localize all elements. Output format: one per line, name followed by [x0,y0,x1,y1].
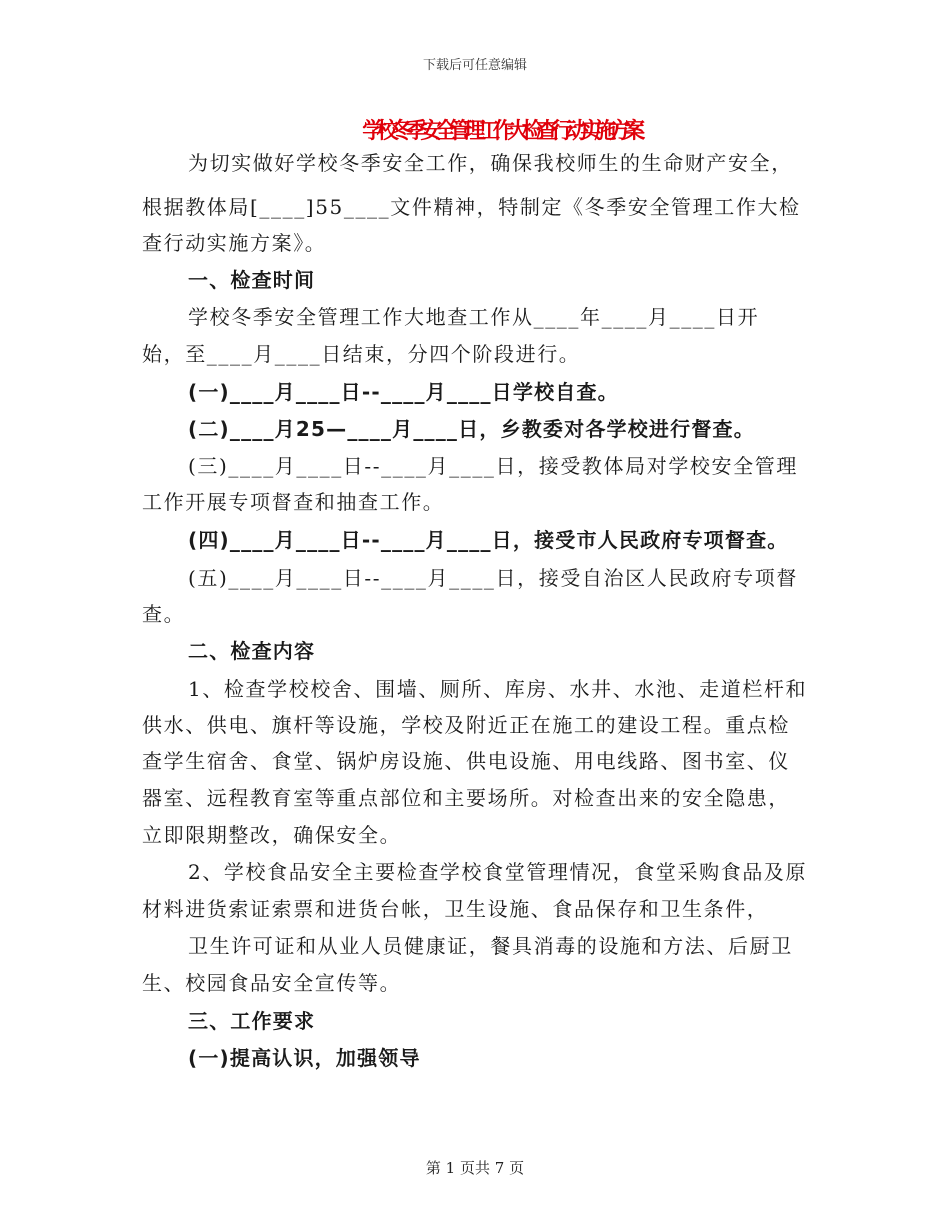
schedule-item: (五)____月____日--____月____日，接受自治区人民政府专项督 [188,566,798,590]
section-heading: 一、检查时间 [188,268,316,292]
body-line: 器室、远程教育室等重点部位和主要场所。对检查出来的安全隐患， [142,786,790,810]
body-line: 立即限期整改，确保安全。 [142,823,402,847]
schedule-item: (二)____月25—____月____日，乡教委对各学校进行督查。 [188,417,755,441]
body-line: 为切实做好学校冬季安全工作，确保我校师生的生命财产安全， [188,151,793,175]
body-line: 卫生许可证和从业人员健康证，餐具消毒的设施和方法、后厨卫 [188,934,793,958]
body-line: 根据教体局[____]55____文件精神，特制定《冬季安全管理工作大检 [142,195,801,219]
body-line: 1、检查学校校舍、围墙、厕所、库房、水井、水池、走道栏杆和 [188,677,808,701]
page-footer: 第 1 页共 7 页 [425,1159,525,1177]
body-line: 学校冬季安全管理工作大地查工作从____年____月____日开 [188,305,760,329]
schedule-item: (三)____月____日--____月____日，接受教体局对学校安全管理 [188,454,798,478]
schedule-item: (一)____月____日--____月____日学校自查。 [188,380,619,404]
subsection-heading: (一)提高认识，加强领导 [188,1046,421,1070]
body-line: 查。 [142,602,186,626]
header-note: 下载后可任意编辑 [422,58,527,73]
document-title: 学校冬季安全管理工作大检查行动实施方案 [362,119,638,144]
body-line: 生、校园食品安全宣传等。 [142,971,402,995]
body-line: 材料进货索证索票和进货台帐，卫生设施、食品保存和卫生条件， [142,897,769,921]
section-heading: 二、检查内容 [188,639,316,663]
body-line: 工作开展专项督查和抽查工作。 [142,490,445,514]
schedule-item: (四)____月____日--____月____日，接受市人民政府专项督查。 [188,528,789,552]
body-line: 始，至____月____日结束，分四个阶段进行。 [142,342,581,366]
body-line: 供水、供电、旗杆等设施，学校及附近正在施工的建设工程。重点检 [142,713,790,737]
body-line: 2、学校食品安全主要检查学校食堂管理情况，食堂采购食品及原 [188,860,808,884]
body-line: 查学生宿舍、食堂、锅炉房设施、供电设施、用电线路、图书室、仪 [142,749,790,773]
section-heading: 三、工作要求 [188,1009,316,1033]
body-line: 查行动实施方案》。 [142,231,327,255]
